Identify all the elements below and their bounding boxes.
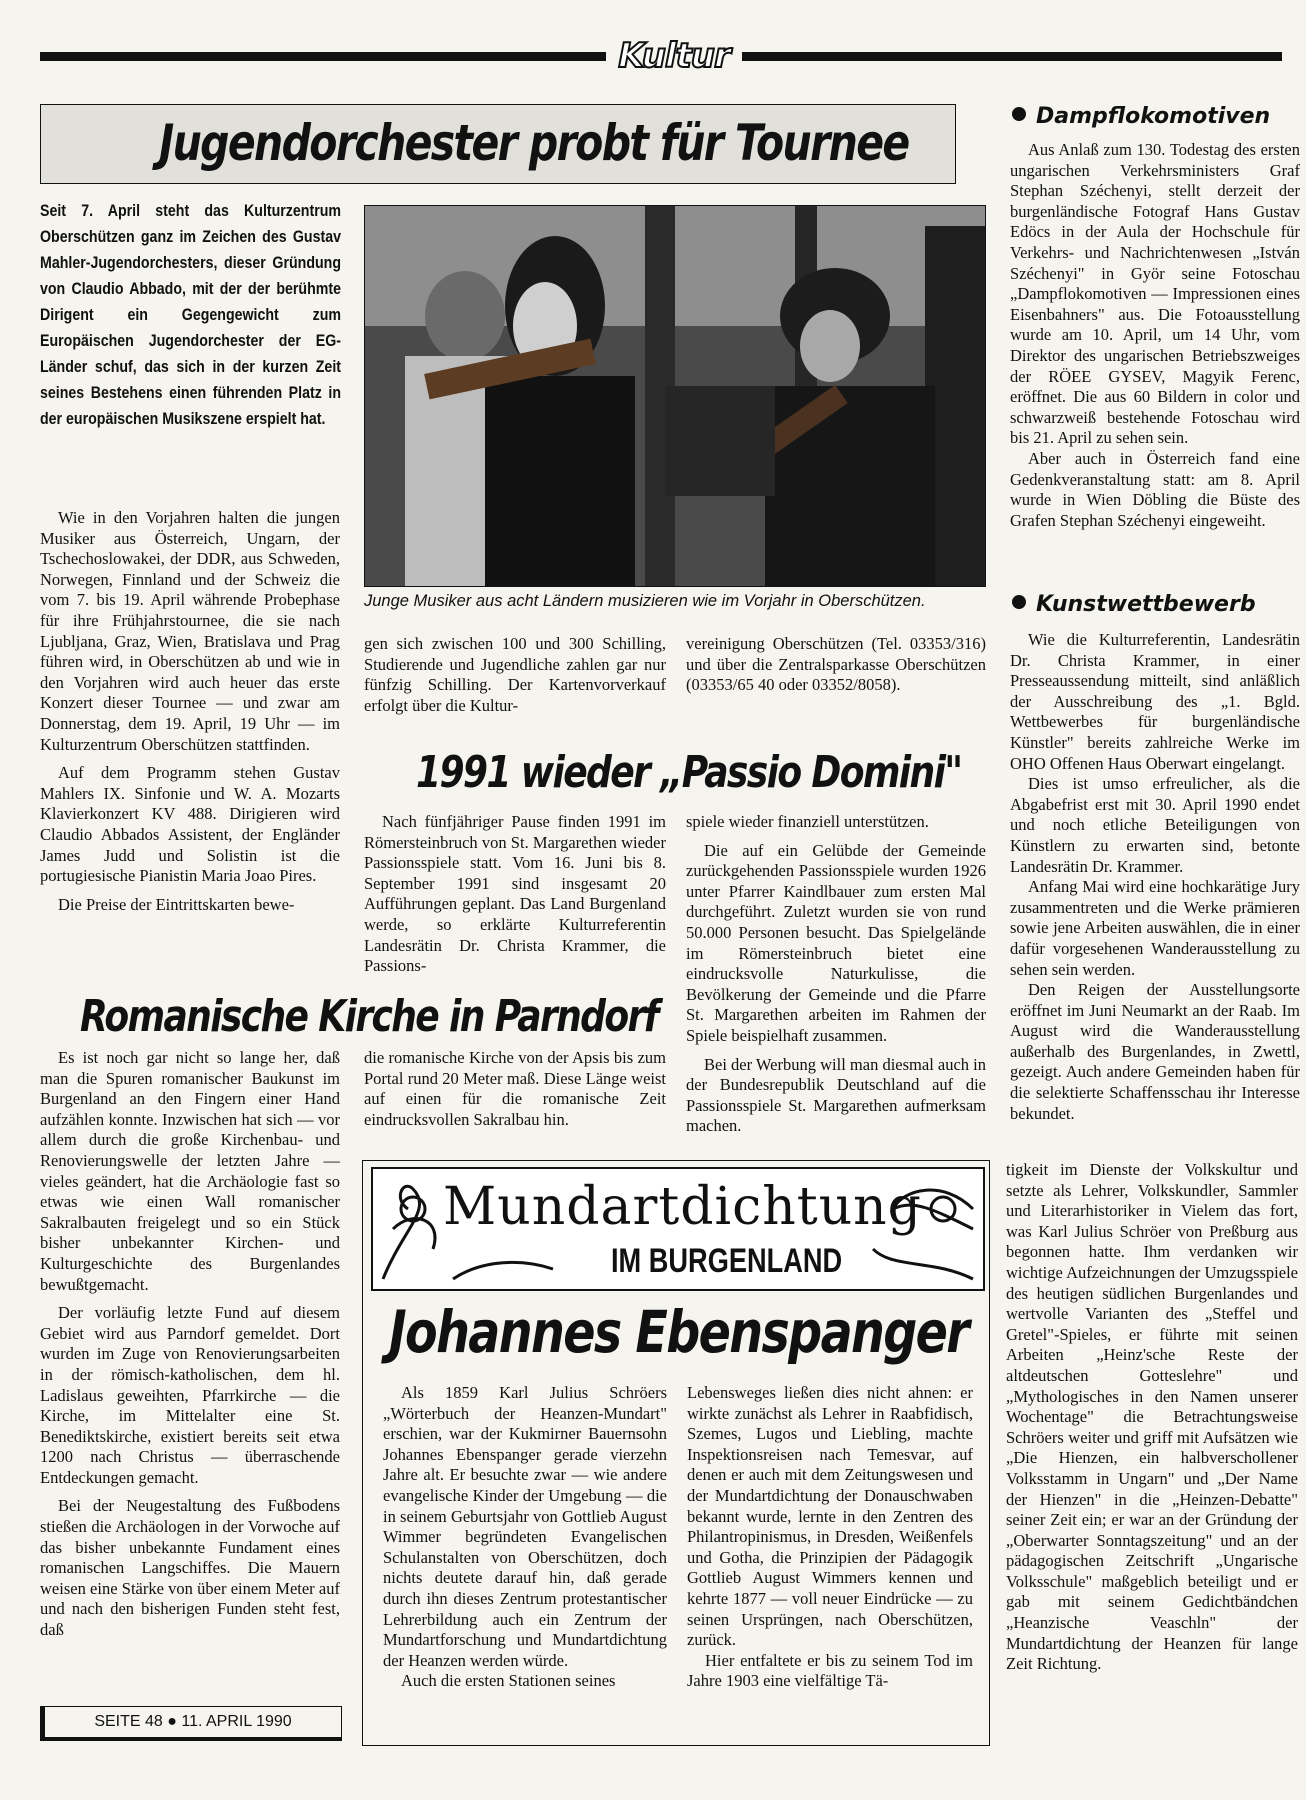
mundart-column3 bbox=[1006, 1160, 1298, 1675]
orchestra-photo bbox=[364, 205, 986, 587]
headline-box bbox=[40, 104, 956, 184]
article2-column1 bbox=[364, 812, 666, 977]
article3-column2 bbox=[364, 1048, 666, 1130]
article1-paragraph: vereinigung Oberschützen (Tel. 03353/316) und über die Zentralsparkasse Oberschützen (03353/65 40 oder 03352/8058). bbox=[686, 634, 986, 695]
mundart-logo bbox=[371, 1167, 985, 1291]
page-footer: SEITE 48 ● 11. APRIL 1990 bbox=[40, 1706, 342, 1741]
article2-paragraph: Die auf ein Gelübde der Gemeinde zurückgehenden Passionsspiele wurden 1926 unter Pfarrer Kaindlbauer zum ersten Mal durchgeführt. Zuletzt wurden sie von rund 50.000 Personen besucht. Das Spielgelände im Römersteinbruch bietet eine eindrucksvolle Naturkulisse, die Bevölkerung der Gemeinde und die Pfarre St. Margarethen arbeiten im Rahmen der Spiele beispielhaft zusammen. bbox=[686, 840, 986, 1045]
headline-ebenspanger: Johannes Ebenspanger bbox=[389, 1298, 969, 1366]
article1-paragraph: Auf dem Programm stehen Gustav Mahlers IX. Sinfonie und W. A. Mozarts Klavierkonzert KV 488. Dirigieren wird Claudio Abbados Assistent, der Engländer James Judd und Solistin ist die portugiesische Pianistin Maria Joao Pires. bbox=[40, 763, 340, 886]
article1-paragraph: Die Preise der Eintrittskarten bewe- bbox=[58, 894, 295, 914]
article1-paragraph: gen sich zwischen 100 und 300 Schilling, Studierende und Jugendliche zahlen gar nur fünfzig Schilling. Der Kartenvorverkauf erfolgt über die Kultur- bbox=[364, 634, 666, 715]
sidebar-paragraph: Wie die Kulturreferentin, Landesrätin Dr. Christa Krammer, in einer Presseaussendung mitteilt, sind anläßlich der Ausschreibung des „1. Bgld. Wettbewerbes für burgenländische Künstler" bereits zahlreiche Werke im OHO Offenen Haus Oberwart eingelangt. bbox=[1010, 630, 1300, 773]
article2-paragraph: Nach fünfjähriger Pause finden 1991 im Römersteinbruch von St. Margarethen wieder Passionsspiele statt. Vom 16. Juni bis 8. September 1991 sind insgesamt 20 Aufführungen geplant. Das Land Burgenland werde, so erklärte Kulturreferentin Landesrätin Dr. Christa Krammer, die Passions- bbox=[364, 812, 666, 976]
bullet-icon bbox=[1012, 595, 1026, 609]
article3-column1 bbox=[40, 1048, 340, 1641]
headline-passio-domini: 1991 wieder „Passio Domini" bbox=[416, 747, 962, 798]
headline-romanische-kirche: Romanische Kirche in Parndorf bbox=[80, 991, 658, 1042]
mundart-logo-title: Mundartdichtung bbox=[443, 1177, 922, 1237]
masthead-rule-right bbox=[742, 52, 1282, 61]
photo-caption: Junge Musiker aus acht Ländern musizieren wie im Vorjahr in Oberschützen. bbox=[364, 592, 926, 610]
sidebar-paragraph: Anfang Mai wird eine hochkarätige Jury zusammentreten und die Werke prämieren sowie jene Arbeiten auswählen, die in einer dafür vorgesehenen Wanderausstellung zu sehen sein werden. bbox=[1010, 877, 1300, 979]
article2-paragraph: Bei der Werbung will man diesmal auch in der Bundesrepublik Deutschland auf die Passionsspiele St. Margarethen aufmerksam machen. bbox=[686, 1054, 987, 1136]
article2-paragraph: spiele wieder finanziell unterstützen. bbox=[686, 812, 929, 831]
sidebar-column-2 bbox=[1010, 630, 1300, 1124]
mundart-logo-subtitle: IM BURGENLAND bbox=[611, 1242, 843, 1280]
mundart-column2 bbox=[687, 1383, 973, 1692]
sidebar-paragraph: Dies ist umso erfreulicher, als die Abgabefrist erst mit 30. April 1990 endet und noch etliche Beteiligungen von Künstlern zu erwarten sind, betonte Landesrätin Dr. Krammer. bbox=[1010, 774, 1300, 876]
article1-column2 bbox=[364, 634, 666, 716]
sidebar-heading-dampflokomotiven: Dampflokomotiven bbox=[1012, 104, 1270, 129]
article-lead: Seit 7. April steht das Kulturzentrum Oberschützen ganz im Zeichen des Gustav Mahler-Jugendorchesters, dieser Gründung von Claudio Abbado, mit der der berühmte Dirigent ein Gegengewicht zum Europäischen Jugendorchester der EG-Länder schuf, das sich in der kurzen Zeit seines Bestehens einen führenden Platz in der europäischen Musikszene erspielt hat. bbox=[40, 202, 341, 428]
mundart-box bbox=[362, 1160, 990, 1746]
article1-column1 bbox=[40, 508, 340, 915]
article3-paragraph: Der vorläufig letzte Fund auf diesem Gebiet wird aus Parndorf gemeldet. Dort wurden im Zuge von Renovierungsarbeiten in der römisch-katholischen, dem hl. Ladislaus geweihten, Pfarrkirche — die Kirche, im Mittelalter eine St. Benediktskirche, existiert bereits seit etwa 1200 nach Christus — überraschende Entdeckungen gemacht. bbox=[40, 1303, 340, 1487]
section-title: Kultur bbox=[618, 36, 730, 76]
headline-jugendorchester: Jugendorchester probt für Tournee bbox=[159, 114, 909, 172]
bullet-icon bbox=[1012, 107, 1026, 121]
mundart-paragraph: Als 1859 Karl Julius Schröers „Wörterbuch der Heanzen-Mundart" erschien, war der Kukmirner Bauernsohn Johannes Ebenspanger gerade vierzehn Jahre alt. Er besuchte zwar — wie andere evangelische Kinder der Umgebung — die in seinem Geburtsjahr von Gottlieb August Wimmer begründeten Evangelischen Schulanstalten von Oberschützen, doch nichts deutete darauf hin, daß gerade durch ihn dieses Zentrum protestantischer Lehrerbildung auch ein Zentrum der Mundartforschung und Mundartdichtung der Heanzen werden würde. bbox=[383, 1383, 667, 1670]
sidebar-heading-kunstwettbewerb: Kunstwettbewerb bbox=[1012, 592, 1256, 617]
masthead-rule-left bbox=[40, 52, 606, 61]
mundart-paragraph: tigkeit im Dienste der Volkskultur und setzte als Lehrer, Volkskundler, Sammler und Literarhistoriker in Vielem das fort, was Karl Julius Schröer von Preßburg aus begonnen hatte. Ihm verdanken wir wichtige Aufzeichnungen der Umzugsspiele des heutigen südlichen Burgenlandes und wertvolle Varianten des „Steffel und Gretel"-Spieles, er führte mit seinen Arbeiten „Heinz'sche Reste der altdeutschen Gotteslehre" und „Mythologisches in den Namen unserer Wochentage" die Betrachtungsweise Schröers weiter und griff mit Aufsätzen wie „Die Hienzen, ein halbverschollener Volksstamm in Ungarn" und „Der Name der Hienzen" in die „Heinzen-Debatte" seiner Zeit ein; er war an der Gründung der „Oberwarter Sonntagszeitung" und an der pädagogischen Zeitschrift „Ungarische Volksschule" maßgeblich beteiligt und er gab mit seinem Gedichtbändchen „Heanzische Veaschln" der Mundartdichtung der Heanzen für lange Zeit Richtung. bbox=[1006, 1160, 1298, 1674]
sidebar-column bbox=[1010, 140, 1300, 531]
mundart-paragraph: Auch die ersten Stationen seines bbox=[401, 1671, 616, 1691]
sidebar-paragraph: Aber auch in Österreich fand eine Gedenkveranstaltung statt: am 8. April wurde in Wien Döbling die Büste des Grafen Stephan Széchenyi eingeweiht. bbox=[1010, 448, 1300, 530]
mundart-paragraph: Hier entfaltete er bis zu seinem Tod im Jahre 1903 eine vielfältige Tä- bbox=[687, 1650, 973, 1691]
article2-column2 bbox=[686, 812, 986, 1137]
article3-paragraph: die romanische Kirche von der Apsis bis zum Portal rund 20 Meter maß. Diese Länge weist auf einen für die romanische Zeit eindrucksvollen Sakralbau hin. bbox=[364, 1048, 666, 1129]
sidebar-paragraph: Aus Anlaß zum 130. Todestag des ersten ungarischen Verkehrsministers Graf Stephan Széchenyi, stellt derzeit der burgenländische Fotograf Hans Gustav Edöcs in der Aula der Hochschule für Verkehrs- und Nachrichtenwesen „István Széchenyi" in Györ seine Fotoschau „Dampflokomotiven — Impressionen eines Eisenbahners" aus. Die Fotoausstellung wurde am 10. April, um 14 Uhr, vom Direktor des ungarischen Betriebszweiges der RÖEE GYSEV, Magyik Ferenc, eröffnet. Die aus 60 Bildern in color und schwarzweiß bestehende Fotoschau wird bis 21. April zu sehen sein. bbox=[1010, 140, 1300, 448]
orchestra-photo-image bbox=[365, 206, 985, 586]
article1-column3 bbox=[686, 634, 986, 696]
sidebar-paragraph: Den Reigen der Ausstellungsorte eröffnet im Juni Neumarkt an der Raab. Im August wird die Wanderausstellung außerhalb des Burgenlandes, in Zwettl, gezeigt. Auch andere Gemeinden haben für die selektierte Schaffensschau ihr Interesse bekundet. bbox=[1010, 980, 1300, 1123]
mundart-paragraph: Lebensweges ließen dies nicht ahnen: er wirkte zunächst als Lehrer in Raabfidisch, Szemes, Lugos und Liebling, machte Inspektionsreisen nach Temesvar, auf denen er auch mit dem Zeitungswesen und der Mundartdichtung der Donauschwaben bekannt wurde, lernte in den Zentren des Philantropinismus, in Dresden, Weißenfels und Gotha, die Prinzipien der Pädagogik Gottlieb August Wimmers kennen und kehrte 1877 — voll neuer Eindrücke — zu seinen Ursprüngen, nach Oberschützen, zurück. bbox=[687, 1383, 973, 1650]
mundart-column1 bbox=[383, 1383, 667, 1692]
article1-paragraph: Wie in den Vorjahren halten die jungen Musiker aus Österreich, Ungarn, der Tschechoslowakei, der DDR, aus Schweden, Norwegen, Finnland und der Schweiz die vom 7. bis 19. April währende Probephase für ihre Frühjahrstournee, die sie nach Ljubljana, Graz, Wien, Bratislava und Prag führen wird, in Oberschützen ab und wie in den Vorjahren wird auch heuer das erste Konzert dieser Tournee — und zwar am Donnerstag, dem 19. April, 19 Uhr — im Kulturzentrum Oberschützen stattfinden. bbox=[40, 508, 340, 754]
article3-paragraph: Es ist noch gar nicht so lange her, daß man die Spuren romanischer Baukunst im Burgenland an den Fingern einer Hand aufzählen konnte. Inzwischen hat sich — vor allem durch die große Kirchenbau- und Renovierungswelle der letzten Jahre — vieles geändert, hat die Archäologie fast so etwas wie einen Wall romanischer Sakralbauten freigelegt und so ein Stück bisher unbekannter Kirchen- und Kulturgeschichte des Burgenlandes bewußtgemacht. bbox=[40, 1048, 340, 1294]
article3-paragraph: Bei der Neugestaltung des Fußbodens stießen die Archäologen in der Vorwoche auf das bisher unbekannte Fundament eines romanischen Langschiffes. Die Mauern weisen eine Stärke von über einem Meter auf und nach den bisherigen Funden steht fest, daß bbox=[40, 1496, 340, 1640]
